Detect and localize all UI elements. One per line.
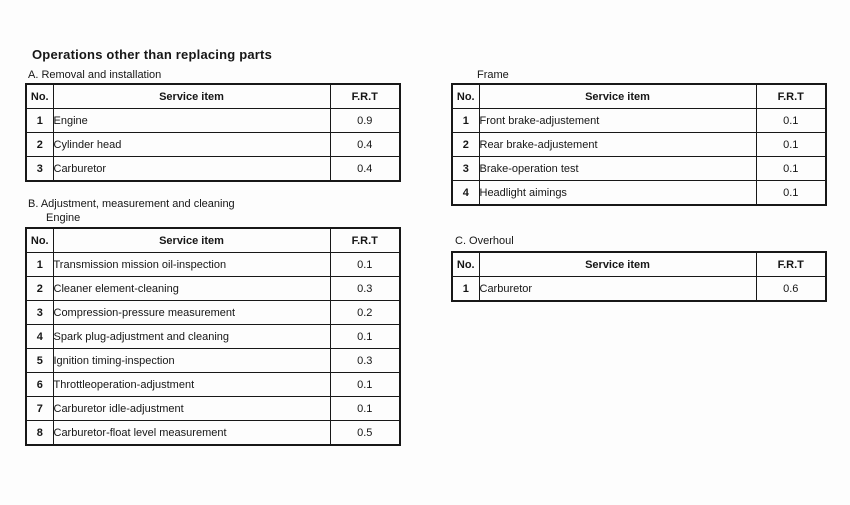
section-b-label: B. Adjustment, measurement and cleaning: [28, 198, 235, 210]
service-item-cell: Rear brake-adjustement: [479, 133, 756, 157]
frt-value-cell: 0.5: [330, 421, 400, 446]
row-number-cell: 1: [26, 109, 53, 133]
removal-installation-table: [25, 83, 401, 182]
section-a-label: A. Removal and installation: [28, 69, 162, 81]
service-item-cell: Compression-pressure measurement: [53, 301, 330, 325]
col-header-no: No.: [26, 84, 53, 109]
frt-value-cell: 0.1: [330, 373, 400, 397]
frt-value-cell: 0.4: [330, 133, 400, 157]
col-header-no: No.: [452, 84, 479, 109]
table-row: [26, 325, 400, 349]
adjustment-frame-table-body: [452, 109, 826, 206]
table-row: [26, 133, 400, 157]
service-item-cell: Front brake-adjustement: [479, 109, 756, 133]
table-row: [26, 277, 400, 301]
service-item-cell: Spark plug-adjustment and cleaning: [53, 325, 330, 349]
service-item-cell: Throttleoperation-adjustment: [53, 373, 330, 397]
row-number-cell: 3: [26, 301, 53, 325]
row-number-cell: 4: [452, 181, 479, 206]
service-item-cell: Cylinder head: [53, 133, 330, 157]
col-header-frt: F.R.T: [330, 228, 400, 253]
table-row: [26, 349, 400, 373]
table-row: [26, 373, 400, 397]
row-number-cell: 2: [26, 133, 53, 157]
frt-value-cell: 0.1: [330, 325, 400, 349]
frt-value-cell: 0.1: [330, 397, 400, 421]
service-item-cell: Brake-operation test: [479, 157, 756, 181]
table-row: [26, 157, 400, 182]
row-number-cell: 7: [26, 397, 53, 421]
frt-value-cell: 0.4: [330, 157, 400, 182]
col-header-frt: F.R.T: [756, 252, 826, 277]
service-item-cell: Ignition timing-inspection: [53, 349, 330, 373]
table-header-row: [26, 228, 400, 253]
col-header-service-item: Service item: [53, 84, 330, 109]
frt-value-cell: 0.1: [756, 157, 826, 181]
service-item-cell: Headlight aimings: [479, 181, 756, 206]
table-header-row: [452, 252, 826, 277]
col-header-no: No.: [26, 228, 53, 253]
table-row: [452, 157, 826, 181]
row-number-cell: 2: [452, 133, 479, 157]
page-title: Operations other than replacing parts: [32, 47, 272, 62]
table-header-row: [452, 84, 826, 109]
service-item-cell: Carburetor: [479, 277, 756, 302]
row-number-cell: 2: [26, 277, 53, 301]
row-number-cell: 1: [26, 253, 53, 277]
removal-table-body: [26, 109, 400, 182]
table-row: [26, 301, 400, 325]
frt-value-cell: 0.9: [330, 109, 400, 133]
adjustment-engine-table-body: [26, 253, 400, 446]
table-row: [452, 277, 826, 302]
col-header-frt: F.R.T: [330, 84, 400, 109]
table-row: [26, 109, 400, 133]
col-header-service-item: Service item: [479, 84, 756, 109]
section-c-label: C. Overhoul: [455, 235, 514, 247]
overhoul-table-body: [452, 277, 826, 302]
table-row: [26, 397, 400, 421]
frt-value-cell: 0.3: [330, 277, 400, 301]
col-header-frt: F.R.T: [756, 84, 826, 109]
service-item-cell: Carburetor idle-adjustment: [53, 397, 330, 421]
table-row: [26, 421, 400, 446]
frt-value-cell: 0.1: [756, 109, 826, 133]
row-number-cell: 1: [452, 277, 479, 302]
frt-value-cell: 0.1: [756, 181, 826, 206]
frt-value-cell: 0.1: [756, 133, 826, 157]
engine-sublabel: Engine: [46, 212, 81, 224]
table-row: [452, 133, 826, 157]
row-number-cell: 6: [26, 373, 53, 397]
table-row: [452, 109, 826, 133]
table-row: [452, 181, 826, 206]
row-number-cell: 3: [26, 157, 53, 182]
row-number-cell: 4: [26, 325, 53, 349]
col-header-service-item: Service item: [53, 228, 330, 253]
table-header-row: [26, 84, 400, 109]
overhoul-table: [451, 251, 827, 302]
table-row: [26, 253, 400, 277]
col-header-service-item: Service item: [479, 252, 756, 277]
frt-value-cell: 0.1: [330, 253, 400, 277]
frt-value-cell: 0.3: [330, 349, 400, 373]
service-item-cell: Carburetor: [53, 157, 330, 182]
col-header-no: No.: [452, 252, 479, 277]
service-item-cell: Cleaner element-cleaning: [53, 277, 330, 301]
service-item-cell: Transmission mission oil-inspection: [53, 253, 330, 277]
service-item-cell: Carburetor-float level measurement: [53, 421, 330, 446]
adjustment-frame-table: [451, 83, 827, 206]
frame-sublabel: Frame: [477, 69, 509, 81]
frt-value-cell: 0.6: [756, 277, 826, 302]
service-item-cell: Engine: [53, 109, 330, 133]
adjustment-engine-table: [25, 227, 401, 446]
row-number-cell: 3: [452, 157, 479, 181]
row-number-cell: 8: [26, 421, 53, 446]
frt-value-cell: 0.2: [330, 301, 400, 325]
row-number-cell: 5: [26, 349, 53, 373]
row-number-cell: 1: [452, 109, 479, 133]
